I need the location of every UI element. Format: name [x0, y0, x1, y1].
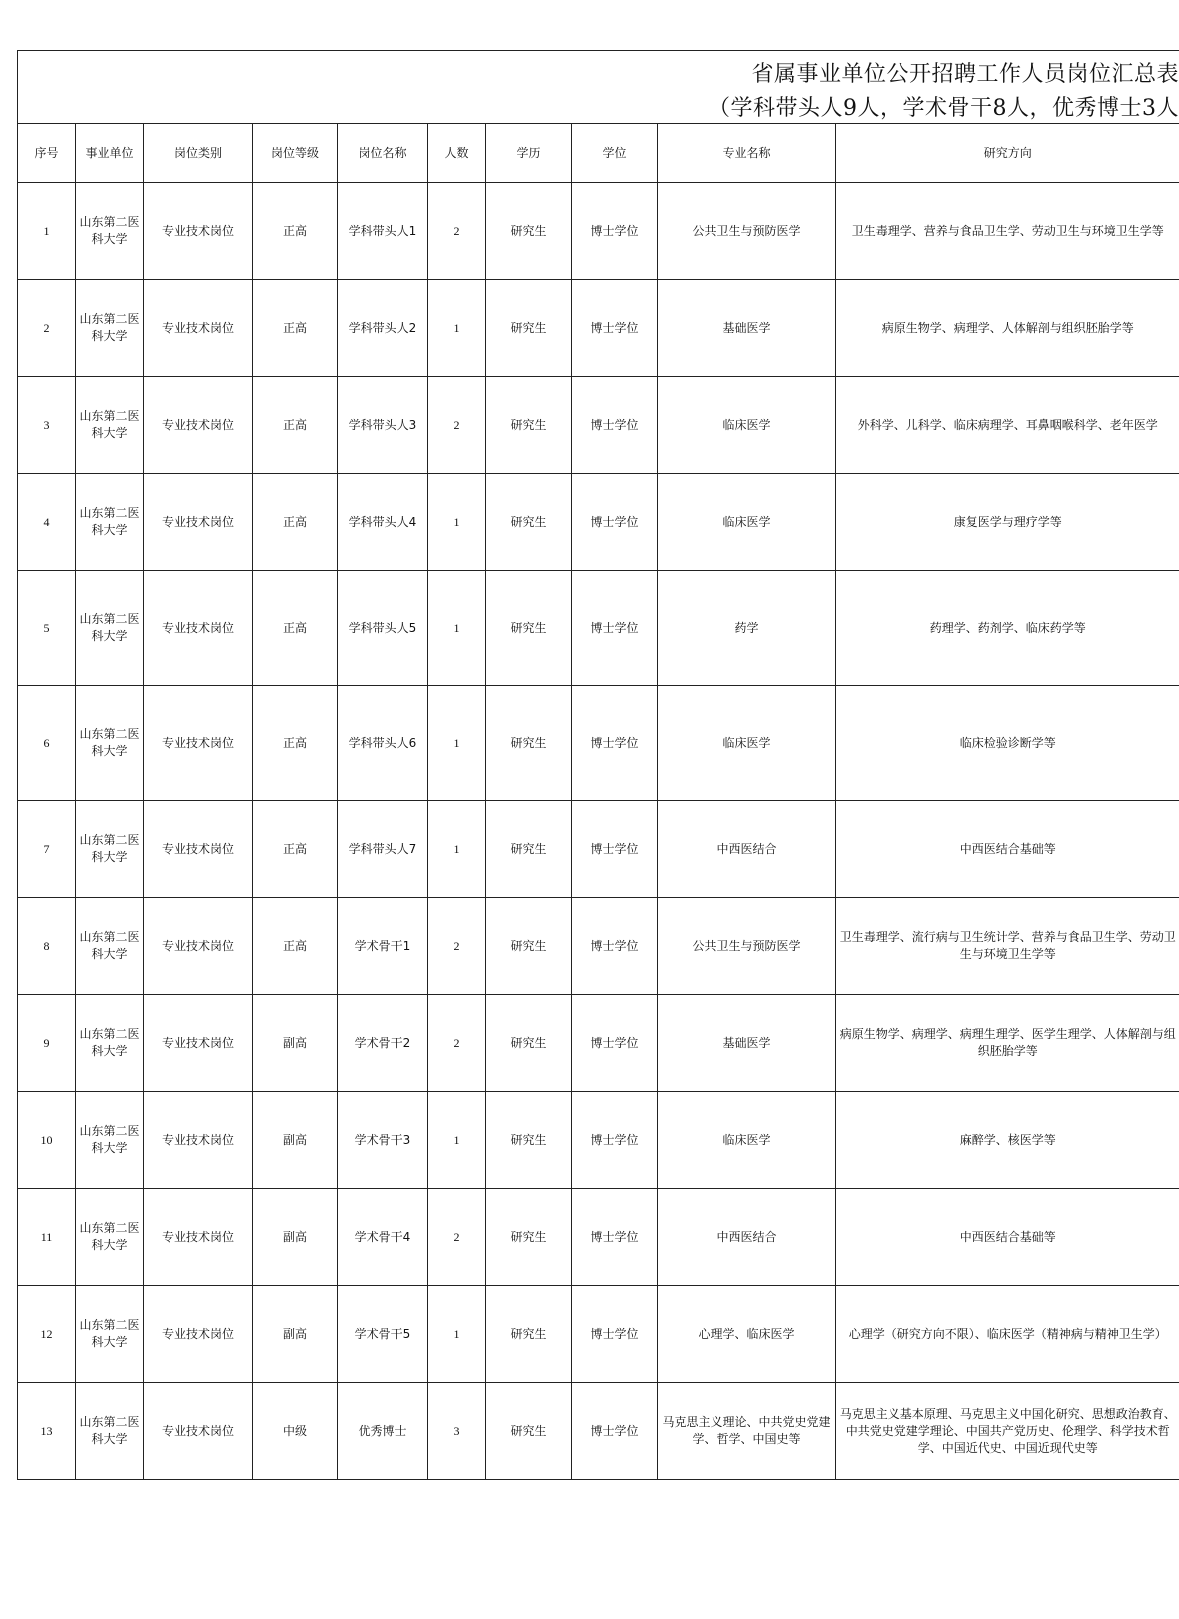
- cell-direction: 麻醉学、核医学等: [836, 1092, 1179, 1189]
- table-row: [18, 1092, 1179, 1189]
- recruitment-sheet: [17, 50, 1179, 1480]
- cell-unit: 山东第二医科大学: [76, 1092, 144, 1189]
- cell-level: 正高: [253, 377, 338, 474]
- cell-major: 马克思主义理论、中共党史党建学、哲学、中国史等: [658, 1383, 836, 1480]
- cell-major: 基础医学: [658, 280, 836, 377]
- cell-no: 1: [18, 183, 76, 280]
- cell-unit: 山东第二医科大学: [76, 377, 144, 474]
- cell-major: 公共卫生与预防医学: [658, 183, 836, 280]
- page-title: 省属事业单位公开招聘工作人员岗位汇总表: [751, 62, 1179, 87]
- cell-count: 2: [428, 183, 486, 280]
- cell-education: 研究生: [486, 377, 572, 474]
- cell-post: 学科带头人4: [338, 474, 428, 571]
- cell-count: 2: [428, 995, 486, 1092]
- cell-unit: 山东第二医科大学: [76, 898, 144, 995]
- cell-direction: 中西医结合基础等: [836, 801, 1179, 898]
- cell-count: 1: [428, 1286, 486, 1383]
- cell-level: 正高: [253, 686, 338, 801]
- header-direction: 研究方向: [836, 124, 1179, 183]
- cell-major: 基础医学: [658, 995, 836, 1092]
- header-degree: 学位: [572, 124, 658, 183]
- cell-education: 研究生: [486, 1092, 572, 1189]
- cell-count: 1: [428, 1092, 486, 1189]
- title-area: [17, 50, 1179, 123]
- table-row: [18, 474, 1179, 571]
- page-subtitle: （学科带头人9人，学术骨干8人，优秀博士3人: [708, 96, 1179, 121]
- cell-education: 研究生: [486, 801, 572, 898]
- cell-degree: 博士学位: [572, 280, 658, 377]
- cell-major: 中西医结合: [658, 801, 836, 898]
- table-row: [18, 377, 1179, 474]
- cell-education: 研究生: [486, 280, 572, 377]
- cell-category: 专业技术岗位: [144, 801, 253, 898]
- cell-count: 2: [428, 898, 486, 995]
- cell-major: 药学: [658, 571, 836, 686]
- cell-category: 专业技术岗位: [144, 377, 253, 474]
- cell-degree: 博士学位: [572, 1092, 658, 1189]
- cell-count: 1: [428, 280, 486, 377]
- cell-post: 学科带头人1: [338, 183, 428, 280]
- table-row: [18, 898, 1179, 995]
- cell-count: 1: [428, 801, 486, 898]
- cell-degree: 博士学位: [572, 1286, 658, 1383]
- cell-major: 临床医学: [658, 1092, 836, 1189]
- cell-education: 研究生: [486, 898, 572, 995]
- table-row: [18, 183, 1179, 280]
- cell-no: 2: [18, 280, 76, 377]
- cell-post: 学科带头人6: [338, 686, 428, 801]
- cell-degree: 博士学位: [572, 801, 658, 898]
- cell-category: 专业技术岗位: [144, 474, 253, 571]
- cell-degree: 博士学位: [572, 377, 658, 474]
- cell-category: 专业技术岗位: [144, 1383, 253, 1480]
- cell-category: 专业技术岗位: [144, 898, 253, 995]
- cell-unit: 山东第二医科大学: [76, 1189, 144, 1286]
- cell-unit: 山东第二医科大学: [76, 474, 144, 571]
- header-unit: 事业单位: [76, 124, 144, 183]
- cell-direction: 心理学（研究方向不限）、临床医学（精神病与精神卫生学）: [836, 1286, 1179, 1383]
- cell-direction: 中西医结合基础等: [836, 1189, 1179, 1286]
- cell-post: 学科带头人7: [338, 801, 428, 898]
- cell-no: 4: [18, 474, 76, 571]
- cell-post: 学术骨干2: [338, 995, 428, 1092]
- cell-post: 学术骨干5: [338, 1286, 428, 1383]
- cell-direction: 康复医学与理疗学等: [836, 474, 1179, 571]
- cell-post: 学术骨干3: [338, 1092, 428, 1189]
- cell-level: 副高: [253, 1189, 338, 1286]
- cell-unit: 山东第二医科大学: [76, 280, 144, 377]
- cell-no: 13: [18, 1383, 76, 1480]
- header-education: 学历: [486, 124, 572, 183]
- positions-table: [17, 123, 1179, 1480]
- cell-major: 公共卫生与预防医学: [658, 898, 836, 995]
- cell-count: 1: [428, 571, 486, 686]
- cell-degree: 博士学位: [572, 474, 658, 571]
- cell-no: 11: [18, 1189, 76, 1286]
- cell-count: 1: [428, 686, 486, 801]
- cell-count: 2: [428, 1189, 486, 1286]
- cell-count: 2: [428, 377, 486, 474]
- cell-degree: 博士学位: [572, 1383, 658, 1480]
- table-row: [18, 1286, 1179, 1383]
- table-body: [18, 183, 1179, 1480]
- cell-unit: 山东第二医科大学: [76, 801, 144, 898]
- cell-education: 研究生: [486, 1189, 572, 1286]
- cell-no: 7: [18, 801, 76, 898]
- cell-education: 研究生: [486, 1286, 572, 1383]
- cell-major: 临床医学: [658, 686, 836, 801]
- table-row: [18, 1383, 1179, 1480]
- cell-level: 正高: [253, 571, 338, 686]
- cell-direction: 外科学、儿科学、临床病理学、耳鼻咽喉科学、老年医学: [836, 377, 1179, 474]
- cell-level: 正高: [253, 898, 338, 995]
- cell-category: 专业技术岗位: [144, 1189, 253, 1286]
- table-row: [18, 686, 1179, 801]
- cell-major: 临床医学: [658, 377, 836, 474]
- table-row: [18, 571, 1179, 686]
- cell-direction: 临床检验诊断学等: [836, 686, 1179, 801]
- cell-education: 研究生: [486, 686, 572, 801]
- table-row: [18, 280, 1179, 377]
- cell-no: 9: [18, 995, 76, 1092]
- cell-category: 专业技术岗位: [144, 686, 253, 801]
- cell-major: 心理学、临床医学: [658, 1286, 836, 1383]
- cell-unit: 山东第二医科大学: [76, 686, 144, 801]
- cell-post: 学科带头人5: [338, 571, 428, 686]
- cell-major: 临床医学: [658, 474, 836, 571]
- cell-category: 专业技术岗位: [144, 183, 253, 280]
- cell-level: 正高: [253, 801, 338, 898]
- cell-category: 专业技术岗位: [144, 1286, 253, 1383]
- cell-category: 专业技术岗位: [144, 571, 253, 686]
- cell-level: 正高: [253, 280, 338, 377]
- cell-degree: 博士学位: [572, 1189, 658, 1286]
- table-row: [18, 1189, 1179, 1286]
- cell-level: 中级: [253, 1383, 338, 1480]
- cell-count: 3: [428, 1383, 486, 1480]
- cell-no: 8: [18, 898, 76, 995]
- cell-major: 中西医结合: [658, 1189, 836, 1286]
- cell-post: 学术骨干1: [338, 898, 428, 995]
- header-count: 人数: [428, 124, 486, 183]
- cell-post: 学科带头人2: [338, 280, 428, 377]
- cell-degree: 博士学位: [572, 686, 658, 801]
- cell-education: 研究生: [486, 995, 572, 1092]
- cell-level: 副高: [253, 995, 338, 1092]
- cell-unit: 山东第二医科大学: [76, 1286, 144, 1383]
- cell-post: 优秀博士: [338, 1383, 428, 1480]
- cell-direction: 病原生物学、病理学、病理生理学、医学生理学、人体解剖与组织胚胎学等: [836, 995, 1179, 1092]
- cell-no: 5: [18, 571, 76, 686]
- cell-category: 专业技术岗位: [144, 995, 253, 1092]
- cell-degree: 博士学位: [572, 995, 658, 1092]
- cell-category: 专业技术岗位: [144, 1092, 253, 1189]
- header-post: 岗位名称: [338, 124, 428, 183]
- header-major: 专业名称: [658, 124, 836, 183]
- cell-no: 10: [18, 1092, 76, 1189]
- cell-education: 研究生: [486, 1383, 572, 1480]
- cell-direction: 病原生物学、病理学、人体解剖与组织胚胎学等: [836, 280, 1179, 377]
- cell-unit: 山东第二医科大学: [76, 571, 144, 686]
- cell-level: 副高: [253, 1092, 338, 1189]
- cell-direction: 卫生毒理学、营养与食品卫生学、劳动卫生与环境卫生学等: [836, 183, 1179, 280]
- cell-level: 正高: [253, 474, 338, 571]
- cell-degree: 博士学位: [572, 183, 658, 280]
- table-header-row: [18, 124, 1179, 183]
- cell-level: 副高: [253, 1286, 338, 1383]
- cell-unit: 山东第二医科大学: [76, 995, 144, 1092]
- cell-unit: 山东第二医科大学: [76, 1383, 144, 1480]
- header-category: 岗位类别: [144, 124, 253, 183]
- cell-no: 3: [18, 377, 76, 474]
- cell-post: 学科带头人3: [338, 377, 428, 474]
- cell-unit: 山东第二医科大学: [76, 183, 144, 280]
- header-no: 序号: [18, 124, 76, 183]
- cell-post: 学术骨干4: [338, 1189, 428, 1286]
- cell-education: 研究生: [486, 571, 572, 686]
- table-row: [18, 801, 1179, 898]
- cell-degree: 博士学位: [572, 898, 658, 995]
- cell-no: 6: [18, 686, 76, 801]
- table-row: [18, 995, 1179, 1092]
- cell-category: 专业技术岗位: [144, 280, 253, 377]
- cell-direction: 卫生毒理学、流行病与卫生统计学、营养与食品卫生学、劳动卫生与环境卫生学等: [836, 898, 1179, 995]
- cell-count: 1: [428, 474, 486, 571]
- header-level: 岗位等级: [253, 124, 338, 183]
- cell-direction: 马克思主义基本原理、马克思主义中国化研究、思想政治教育、中共党史党建学理论、中国共产党历史、伦理学、科学技术哲学、中国近代史、中国近现代史等: [836, 1383, 1179, 1480]
- cell-degree: 博士学位: [572, 571, 658, 686]
- cell-no: 12: [18, 1286, 76, 1383]
- cell-level: 正高: [253, 183, 338, 280]
- cell-education: 研究生: [486, 183, 572, 280]
- cell-education: 研究生: [486, 474, 572, 571]
- cell-direction: 药理学、药剂学、临床药学等: [836, 571, 1179, 686]
